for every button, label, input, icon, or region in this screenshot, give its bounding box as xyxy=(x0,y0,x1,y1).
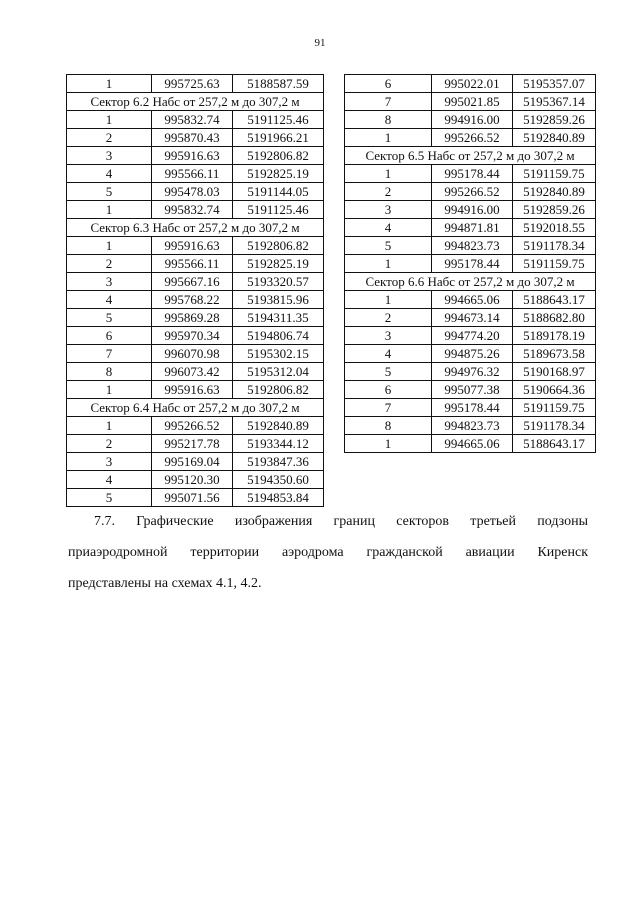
table-row xyxy=(345,129,596,147)
sector-header-row xyxy=(67,399,324,417)
y-coordinate: 5192859.26 xyxy=(513,111,596,129)
coordinates-table-right-body xyxy=(345,75,596,453)
y-coordinate: 5193847.36 xyxy=(233,453,324,471)
point-number: 8 xyxy=(345,111,432,129)
table-row xyxy=(345,165,596,183)
point-number: 1 xyxy=(345,255,432,273)
table-row xyxy=(345,111,596,129)
point-number: 3 xyxy=(67,453,152,471)
y-coordinate: 5191966.21 xyxy=(233,129,324,147)
y-coordinate: 5192806.82 xyxy=(233,147,324,165)
y-coordinate: 5191159.75 xyxy=(513,165,596,183)
y-coordinate: 5194853.84 xyxy=(233,489,324,507)
y-coordinate: 5191178.34 xyxy=(513,237,596,255)
sector-header-row xyxy=(67,93,324,111)
x-coordinate: 995217.78 xyxy=(152,435,233,453)
x-coordinate: 995021.85 xyxy=(432,93,513,111)
point-number: 2 xyxy=(67,435,152,453)
point-number: 5 xyxy=(345,237,432,255)
y-coordinate: 5195302.15 xyxy=(233,345,324,363)
y-coordinate: 5193344.12 xyxy=(233,435,324,453)
y-coordinate: 5191159.75 xyxy=(513,255,596,273)
point-number: 1 xyxy=(345,291,432,309)
x-coordinate: 995667.16 xyxy=(152,273,233,291)
point-number: 2 xyxy=(345,183,432,201)
y-coordinate: 5191125.46 xyxy=(233,111,324,129)
y-coordinate: 5192859.26 xyxy=(513,201,596,219)
table-row xyxy=(345,345,596,363)
table-row xyxy=(345,327,596,345)
y-coordinate: 5192018.55 xyxy=(513,219,596,237)
table-row xyxy=(67,489,324,507)
table-row xyxy=(345,201,596,219)
point-number: 3 xyxy=(67,273,152,291)
point-number: 2 xyxy=(67,255,152,273)
paragraph-7-7 xyxy=(68,506,588,599)
point-number: 8 xyxy=(345,417,432,435)
x-coordinate: 995266.52 xyxy=(432,129,513,147)
table-row xyxy=(67,453,324,471)
y-coordinate: 5192806.82 xyxy=(233,381,324,399)
x-coordinate: 995768.22 xyxy=(152,291,233,309)
x-coordinate: 995916.63 xyxy=(152,147,233,165)
table-row xyxy=(345,255,596,273)
x-coordinate: 995071.56 xyxy=(152,489,233,507)
x-coordinate: 995970.34 xyxy=(152,327,233,345)
y-coordinate: 5192840.89 xyxy=(513,129,596,147)
table-row xyxy=(67,435,324,453)
x-coordinate: 994673.14 xyxy=(432,309,513,327)
y-coordinate: 5195312.04 xyxy=(233,363,324,381)
sector-header: Сектор 6.3 Набс от 257,2 м до 307,2 м xyxy=(67,219,324,237)
x-coordinate: 995077.38 xyxy=(432,381,513,399)
x-coordinate: 996073.42 xyxy=(152,363,233,381)
y-coordinate: 5190664.36 xyxy=(513,381,596,399)
x-coordinate: 994875.26 xyxy=(432,345,513,363)
y-coordinate: 5188682.80 xyxy=(513,309,596,327)
x-coordinate: 994916.00 xyxy=(432,111,513,129)
point-number: 4 xyxy=(345,345,432,363)
x-coordinate: 995870.43 xyxy=(152,129,233,147)
table-row xyxy=(345,435,596,453)
point-number: 7 xyxy=(67,345,152,363)
coordinates-table-left xyxy=(66,74,324,507)
point-number: 6 xyxy=(67,327,152,345)
table-row xyxy=(67,75,324,93)
x-coordinate: 995266.52 xyxy=(432,183,513,201)
y-coordinate: 5188587.59 xyxy=(233,75,324,93)
table-row xyxy=(345,309,596,327)
table-row xyxy=(345,75,596,93)
point-number: 1 xyxy=(67,111,152,129)
sector-header: Сектор 6.2 Набс от 257,2 м до 307,2 м xyxy=(67,93,324,111)
point-number: 4 xyxy=(345,219,432,237)
sector-header-row xyxy=(345,273,596,291)
y-coordinate: 5189673.58 xyxy=(513,345,596,363)
x-coordinate: 994823.73 xyxy=(432,237,513,255)
point-number: 1 xyxy=(67,417,152,435)
point-number: 2 xyxy=(345,309,432,327)
point-number: 7 xyxy=(345,399,432,417)
point-number: 3 xyxy=(345,201,432,219)
table-row xyxy=(67,111,324,129)
y-coordinate: 5188643.17 xyxy=(513,291,596,309)
table-row xyxy=(67,291,324,309)
x-coordinate: 995178.44 xyxy=(432,399,513,417)
table-row xyxy=(67,255,324,273)
sector-header: Сектор 6.6 Набс от 257,2 м до 307,2 м xyxy=(345,273,596,291)
y-coordinate: 5188643.17 xyxy=(513,435,596,453)
y-coordinate: 5195357.07 xyxy=(513,75,596,93)
table-row xyxy=(345,417,596,435)
point-number: 4 xyxy=(67,291,152,309)
paragraph-line: представлены на схемах 4.1, 4.2. xyxy=(68,576,262,591)
x-coordinate: 995120.30 xyxy=(152,471,233,489)
table-row xyxy=(345,399,596,417)
table-row xyxy=(67,363,324,381)
y-coordinate: 5192825.19 xyxy=(233,255,324,273)
x-coordinate: 995869.28 xyxy=(152,309,233,327)
y-coordinate: 5191159.75 xyxy=(513,399,596,417)
point-number: 5 xyxy=(67,309,152,327)
table-row xyxy=(345,183,596,201)
x-coordinate: 994665.06 xyxy=(432,291,513,309)
table-row xyxy=(345,93,596,111)
y-coordinate: 5193815.96 xyxy=(233,291,324,309)
y-coordinate: 5192825.19 xyxy=(233,165,324,183)
x-coordinate: 994665.06 xyxy=(432,435,513,453)
x-coordinate: 994823.73 xyxy=(432,417,513,435)
x-coordinate: 995566.11 xyxy=(152,165,233,183)
y-coordinate: 5192840.89 xyxy=(233,417,324,435)
coordinates-table-left-body xyxy=(67,75,324,507)
y-coordinate: 5191144.05 xyxy=(233,183,324,201)
table-row xyxy=(67,345,324,363)
x-coordinate: 996070.98 xyxy=(152,345,233,363)
point-number: 8 xyxy=(67,363,152,381)
table-row xyxy=(345,237,596,255)
point-number: 3 xyxy=(345,327,432,345)
point-number: 1 xyxy=(345,165,432,183)
y-coordinate: 5192840.89 xyxy=(513,183,596,201)
y-coordinate: 5191178.34 xyxy=(513,417,596,435)
page-number: 91 xyxy=(314,37,326,49)
table-row xyxy=(67,201,324,219)
sector-header: Сектор 6.5 Набс от 257,2 м до 307,2 м xyxy=(345,147,596,165)
point-number: 5 xyxy=(67,489,152,507)
x-coordinate: 995478.03 xyxy=(152,183,233,201)
sector-header-row xyxy=(67,219,324,237)
y-coordinate: 5193320.57 xyxy=(233,273,324,291)
table-row xyxy=(67,183,324,201)
table-row xyxy=(67,327,324,345)
x-coordinate: 995832.74 xyxy=(152,111,233,129)
paragraph-line: приаэродромной территории аэродрома гражданской авиации Киренск xyxy=(68,545,588,560)
x-coordinate: 995178.44 xyxy=(432,255,513,273)
point-number: 6 xyxy=(345,381,432,399)
point-number: 5 xyxy=(67,183,152,201)
coordinates-table-right xyxy=(344,74,596,453)
point-number: 1 xyxy=(67,237,152,255)
point-number: 2 xyxy=(67,129,152,147)
x-coordinate: 994976.32 xyxy=(432,363,513,381)
point-number: 5 xyxy=(345,363,432,381)
y-coordinate: 5190168.97 xyxy=(513,363,596,381)
x-coordinate: 995916.63 xyxy=(152,237,233,255)
y-coordinate: 5192806.82 xyxy=(233,237,324,255)
table-row xyxy=(345,219,596,237)
table-row xyxy=(345,381,596,399)
point-number: 4 xyxy=(67,471,152,489)
table-row xyxy=(67,471,324,489)
sector-header: Сектор 6.4 Набс от 257,2 м до 307,2 м xyxy=(67,399,324,417)
x-coordinate: 995178.44 xyxy=(432,165,513,183)
x-coordinate: 995022.01 xyxy=(432,75,513,93)
table-row xyxy=(67,237,324,255)
sector-header-row xyxy=(345,147,596,165)
point-number: 1 xyxy=(345,129,432,147)
point-number: 1 xyxy=(67,75,152,93)
table-row xyxy=(67,381,324,399)
x-coordinate: 995916.63 xyxy=(152,381,233,399)
table-row xyxy=(67,309,324,327)
x-coordinate: 995169.04 xyxy=(152,453,233,471)
point-number: 3 xyxy=(67,147,152,165)
paragraph-line: 7.7. Графические изображения границ секторов третьей подзоны xyxy=(94,514,588,529)
table-row xyxy=(67,165,324,183)
x-coordinate: 995566.11 xyxy=(152,255,233,273)
y-coordinate: 5194806.74 xyxy=(233,327,324,345)
y-coordinate: 5189178.19 xyxy=(513,327,596,345)
x-coordinate: 995266.52 xyxy=(152,417,233,435)
table-row xyxy=(67,273,324,291)
x-coordinate: 994871.81 xyxy=(432,219,513,237)
table-row xyxy=(345,363,596,381)
x-coordinate: 994774.20 xyxy=(432,327,513,345)
y-coordinate: 5194350.60 xyxy=(233,471,324,489)
y-coordinate: 5191125.46 xyxy=(233,201,324,219)
table-row xyxy=(345,291,596,309)
point-number: 1 xyxy=(345,435,432,453)
x-coordinate: 994916.00 xyxy=(432,201,513,219)
point-number: 6 xyxy=(345,75,432,93)
point-number: 4 xyxy=(67,165,152,183)
table-row xyxy=(67,147,324,165)
table-row xyxy=(67,129,324,147)
point-number: 1 xyxy=(67,381,152,399)
y-coordinate: 5194311.35 xyxy=(233,309,324,327)
x-coordinate: 995725.63 xyxy=(152,75,233,93)
table-row xyxy=(67,417,324,435)
y-coordinate: 5195367.14 xyxy=(513,93,596,111)
point-number: 7 xyxy=(345,93,432,111)
x-coordinate: 995832.74 xyxy=(152,201,233,219)
point-number: 1 xyxy=(67,201,152,219)
